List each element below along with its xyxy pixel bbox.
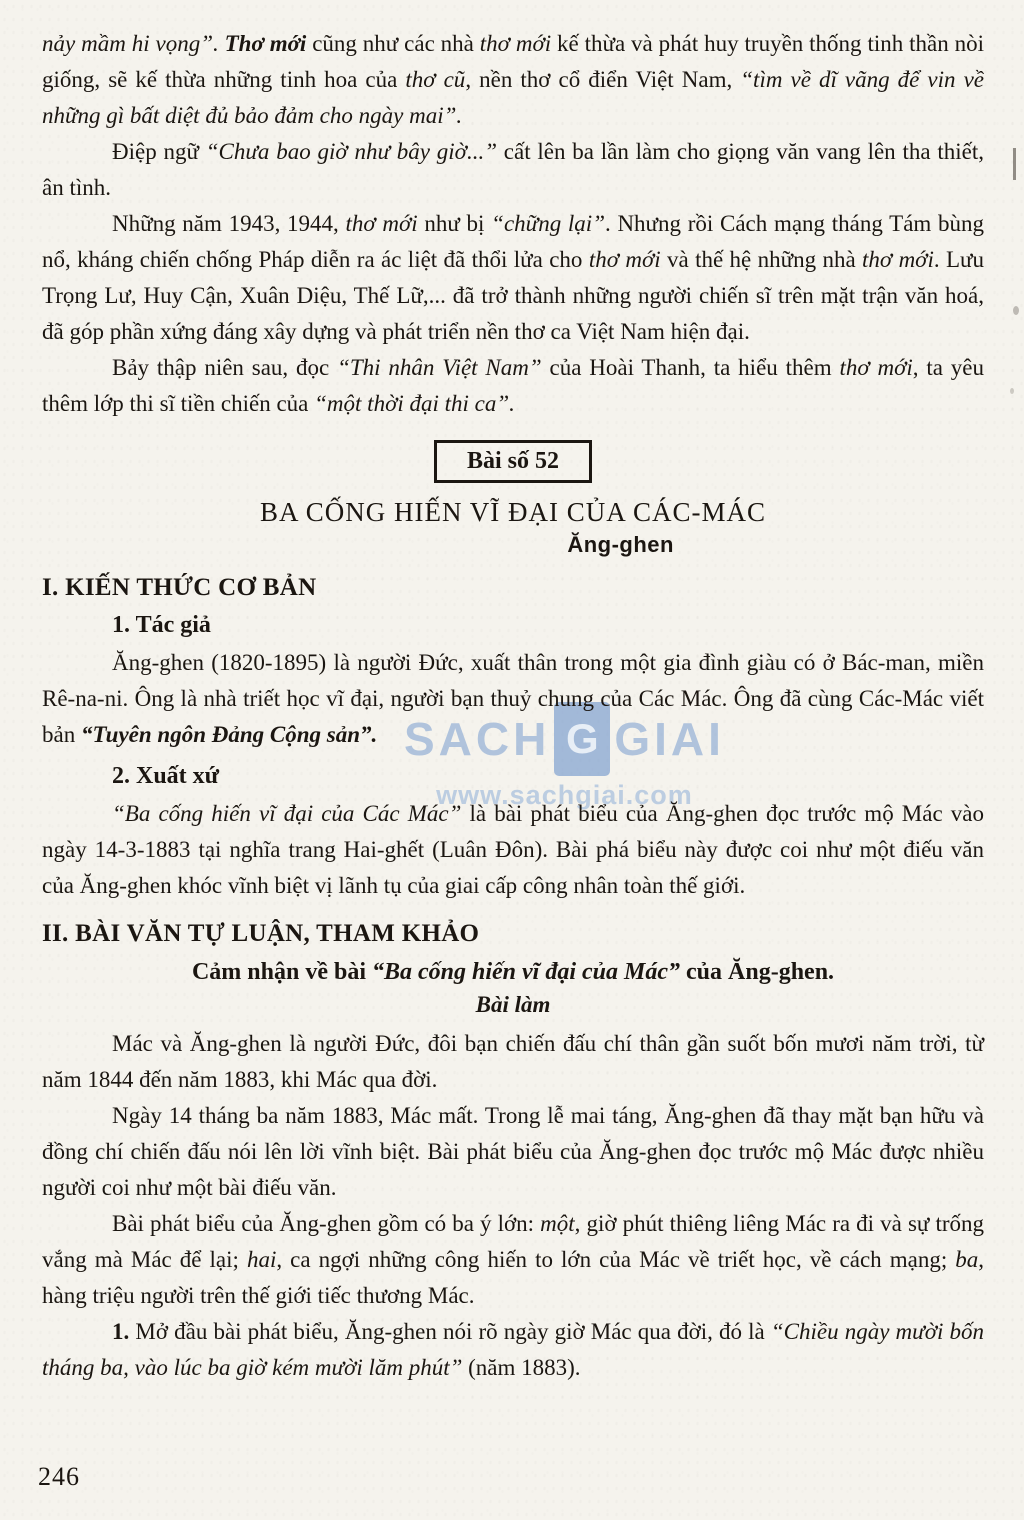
text-segment: và thế hệ những nhà (660, 247, 863, 272)
text-segment: “Thi nhân Việt Nam” (337, 355, 542, 380)
intro-paragraph-3 (42, 206, 984, 350)
lesson-number-box (434, 440, 592, 483)
lesson-number-label: Bài số 52 (466, 448, 559, 474)
text-segment: “Chưa bao giờ như bây giờ...” (205, 139, 504, 164)
text-segment: “chững lại” (491, 211, 605, 236)
watermark-text-sach: SACH (404, 713, 551, 765)
text-segment: Ăng-ghen (1820-1895) là người Đức, xuất thân trong một gia đình giàu có ở Bác-man, miền Rê-na-ni. Ông là nhà triết học vĩ đại, người bạn thuỷ chung của Các Mác. Ông đã cùng Các-Mác viết bản (42, 650, 984, 747)
text-segment: “Chiều ngày mười bốn tháng ba, vào lúc ba giờ kém mười lăm phút” (42, 1319, 984, 1380)
lesson-author: Ăng-ghen (567, 532, 674, 557)
text-segment: kế thừa và phát huy truyền thống tinh thần nòi giống, sẽ kế thừa những tinh hoa của (42, 31, 984, 92)
text-segment: thơ mới (588, 247, 661, 272)
essay-paragraph-1 (42, 1026, 984, 1098)
text-segment: Điệp ngữ (112, 139, 206, 164)
sachgiai-logo-icon: G (554, 702, 610, 776)
lesson-title: BA CỐNG HIẾN VĨ ĐẠI CỦA CÁC-MÁC (259, 497, 767, 527)
text-segment: Mở đầu bài phát biểu, Ăng-ghen nói rõ ngày giờ Mác qua đời, đó là (129, 1319, 771, 1344)
essay-paragraph-4 (42, 1314, 984, 1386)
author-bio-paragraph (42, 645, 984, 753)
text-segment: , nền thơ cổ điển Việt Nam, (465, 67, 741, 92)
text-segment: , hàng triệu người trên thế giới tiếc thương Mác. (42, 1247, 985, 1308)
text-segment: cất lên ba lần làm cho giọng văn vang lên tha thiết, ân tình. (42, 139, 984, 200)
text-segment: , ta yêu thêm lớp thi sĩ tiền chiến của (42, 355, 985, 416)
watermark-url: www.sachgiai.com (436, 780, 693, 810)
text-segment: “một thời đại thi ca”. (314, 391, 515, 416)
text-segment: . Nhưng rồi Cách mạng tháng Tám bùng nổ, kháng chiến chống Pháp diễn ra ác liệt đã thổi lửa cho (42, 211, 984, 272)
essay-topic (42, 956, 984, 988)
essay-label: Bài làm (475, 992, 551, 1017)
text-segment: Ngày 14 tháng ba năm 1883, Mác mất. Trong lễ mai táng, Ăng-ghen đã thay mặt bạn hữu và đồng chí chiến đấu nói lên lời vĩnh biệt. Bài phát biểu của Ăng-ghen đọc trước mộ Mác được nhiều người coi như một bài điếu văn. (42, 1103, 984, 1200)
text-segment: một (540, 1211, 575, 1236)
scan-artifact (1010, 388, 1014, 394)
text-segment: là bài phát biểu của Ăng-ghen đọc trước mộ Mác vào ngày 14-3-1883 tại nghĩa trang Hai-ghết (Luân Đôn). Bài phá biểu này được coi như một điếu văn của Ăng-ghen khóc vĩnh biệt vị lãnh tụ của giai cấp công nhân toàn thế giới. (42, 801, 984, 898)
text-segment: “tìm về dĩ vãng để vin về những gì bất diệt đủ bảo đảm cho ngày mai”. (42, 67, 985, 128)
watermark-text-giai: GIAI (614, 713, 725, 765)
text-segment: thơ mới (479, 31, 552, 56)
text-segment: Thơ mới (224, 31, 307, 56)
text-segment: Những năm 1943, 1944, (112, 211, 346, 236)
text-segment: hai (246, 1247, 277, 1272)
text-segment: 1. (112, 1319, 130, 1344)
intro-paragraph-4 (42, 350, 984, 422)
text-segment: , giờ phút thiêng liêng Mác ra đi và sự trống vắng mà Mác để lại; (42, 1211, 984, 1272)
intro-paragraph-2 (42, 134, 984, 206)
text-segment: như bị (417, 211, 492, 236)
text-segment: “Ba cống hiến vĩ đại của Mác” (372, 959, 681, 985)
text-segment: nảy mầm hi vọng”. (42, 31, 225, 56)
intro-paragraph-1 (42, 26, 984, 134)
text-segment: thơ mới (862, 247, 934, 272)
text-segment: Bài phát biểu của Ăng-ghen gồm có ba ý lớn: (112, 1211, 541, 1236)
text-segment: cũng như các nhà (306, 31, 480, 56)
text-segment: thơ cũ (405, 67, 466, 92)
section-1-heading: I. KIẾN THỨC CƠ BẢN (42, 574, 317, 601)
text-segment: “Ba cống hiến vĩ đại của Các Mác” (112, 801, 462, 826)
text-segment: của Ăng-ghen. (680, 959, 835, 985)
text-segment: Mác và Ăng-ghen là người Đức, đôi bạn chiến đấu chí thân gần suốt bốn mươi năm trời, từ năm 1844 đến năm 1883, khi Mác qua đời. (42, 1031, 984, 1092)
origin-paragraph (42, 796, 984, 904)
page-number: 246 (38, 1462, 80, 1491)
essay-paragraph-2 (42, 1098, 984, 1206)
text-segment: (năm 1883). (462, 1355, 581, 1380)
section-2-heading: II. BÀI VĂN TỰ LUẬN, THAM KHẢO (42, 920, 480, 947)
text-segment: thơ mới (839, 355, 913, 380)
section-1-sub-1-heading: 1. Tác giả (112, 612, 211, 638)
text-segment: . Lưu Trọng Lư, Huy Cận, Xuân Diệu, Thế Lữ,... đã trở thành những người chiến sĩ trên mặt trận văn hoá, đã góp phần xứng đáng xây dựng và phát triển nền thơ ca Việt Nam hiện đại. (42, 247, 984, 344)
text-segment: ba (955, 1247, 979, 1272)
section-1-sub-2-heading: 2. Xuất xứ (112, 763, 220, 789)
scan-artifact (1013, 148, 1016, 180)
text-segment: của Hoài Thanh, ta hiểu thêm (541, 355, 840, 380)
text-segment: “Tuyên ngôn Đảng Cộng sản”. (80, 722, 378, 747)
scan-artifact (1013, 306, 1019, 315)
text-segment: , ca ngợi những công hiến to lớn của Mác về triết học, về cách mạng; (276, 1247, 956, 1272)
text-segment: Cảm nhận về bài (191, 959, 372, 985)
text-segment: Bảy thập niên sau, đọc (112, 355, 338, 380)
text-segment: thơ mới (345, 211, 418, 236)
essay-paragraph-3 (42, 1206, 984, 1314)
